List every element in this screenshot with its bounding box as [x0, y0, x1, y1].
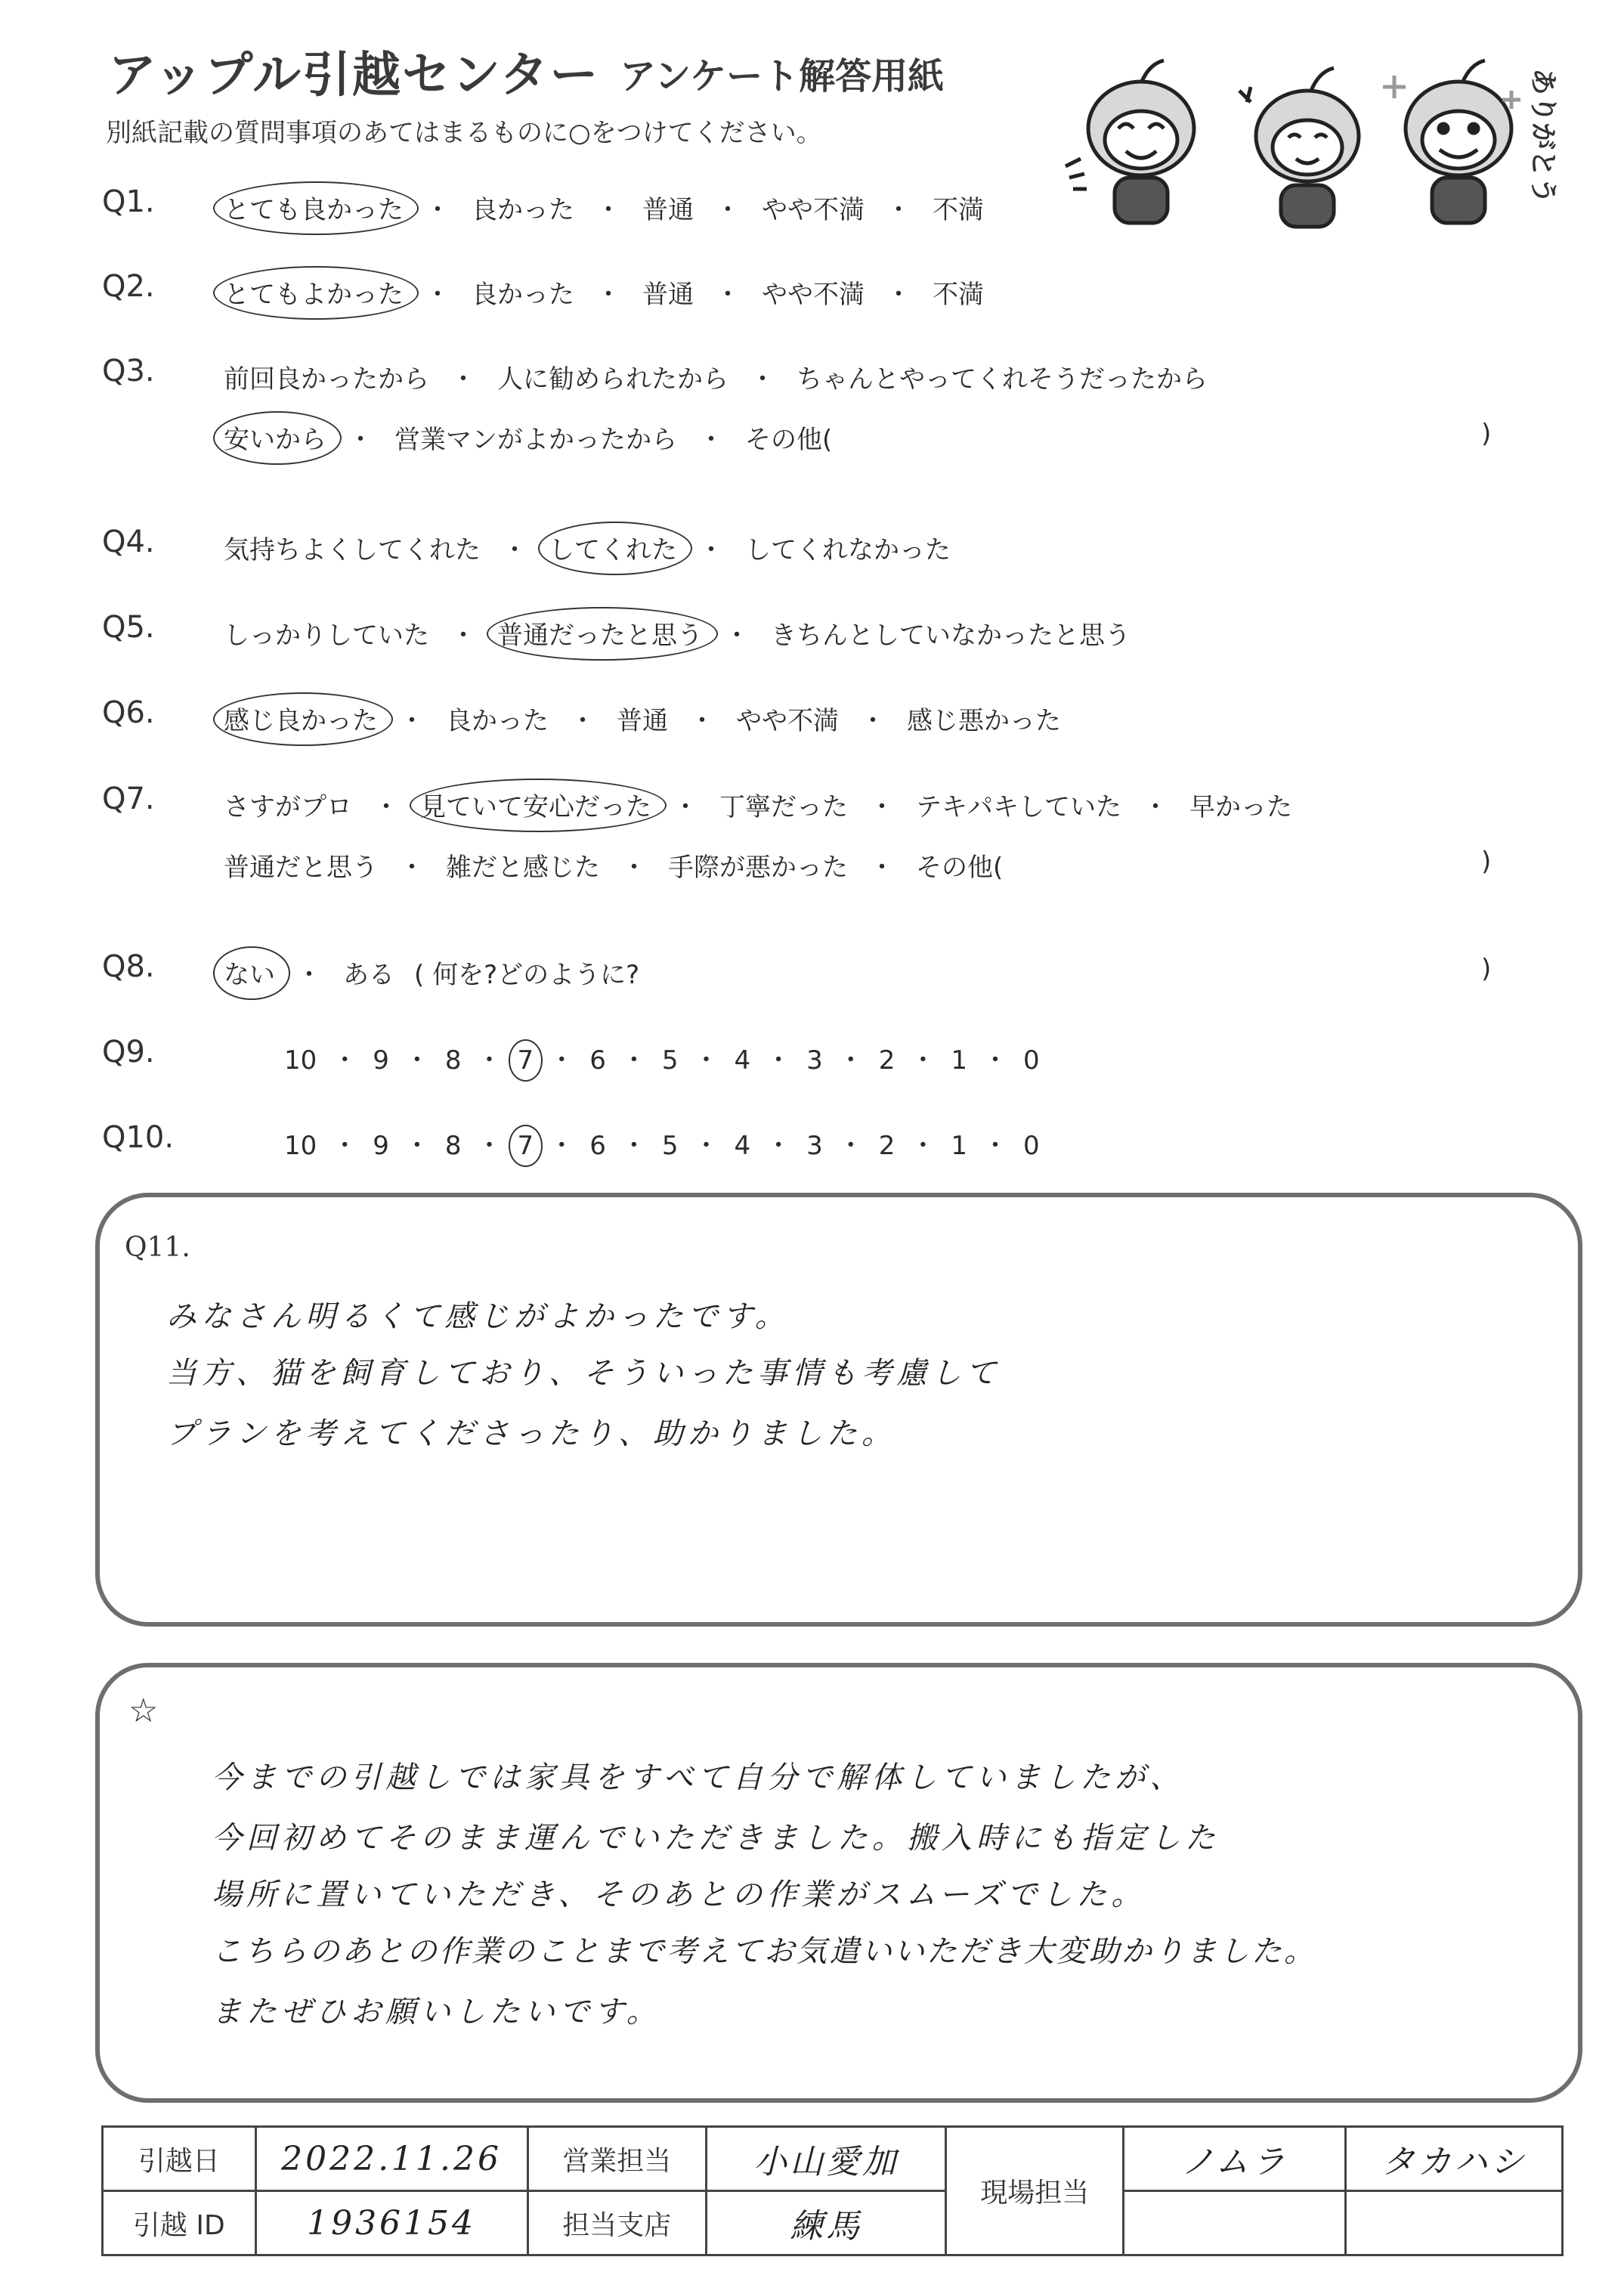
rating-option[interactable]: 4 [734, 1045, 751, 1076]
rating-scale [280, 1039, 1044, 1076]
separator: ・ [869, 792, 895, 822]
rating-option[interactable]: 4 [734, 1131, 751, 1161]
rating-option[interactable]: 6 [589, 1045, 606, 1076]
rating-option[interactable]: 10 [284, 1131, 317, 1161]
site-empty-2 [1346, 2191, 1563, 2255]
separator: ・ [837, 1131, 864, 1161]
separator: ・ [425, 195, 450, 225]
separator: ・ [982, 1045, 1009, 1076]
rating-option[interactable]: 0 [1023, 1045, 1040, 1076]
answer-options [219, 529, 955, 566]
rating-option[interactable]: 3 [806, 1045, 823, 1076]
sales-value: 小山愛加 [707, 2127, 946, 2191]
question-label: Q7. [102, 782, 155, 816]
separator: ・ [693, 1131, 719, 1161]
rating-option[interactable]: 1 [951, 1045, 968, 1076]
close-paren: ) [1481, 847, 1492, 877]
answer-option[interactable]: とても良かった [219, 189, 408, 226]
move-date-value: 2022.11.26 [255, 2127, 527, 2191]
question-label: Q6. [102, 695, 155, 730]
separator: ・ [673, 792, 698, 822]
answer-options [219, 700, 1066, 737]
separator: ・ [404, 1131, 430, 1161]
answer-options [219, 847, 1007, 884]
answer-option[interactable]: 普通 [617, 706, 668, 736]
rating-option[interactable]: 9 [373, 1131, 389, 1161]
separator: ・ [549, 1131, 575, 1161]
sales-label: 営業担当 [527, 2127, 707, 2191]
question-label: Q2. [102, 269, 155, 304]
mascot-illustration [1035, 45, 1564, 242]
site-staff-2: タカハシ [1346, 2127, 1563, 2191]
answer-option[interactable]: 前回良かったから [224, 364, 429, 395]
separator: ・ [399, 706, 425, 736]
answer-option[interactable]: 感じ良かった [219, 700, 382, 737]
answer-options [219, 189, 988, 226]
answer-options [219, 615, 1135, 652]
answer-option[interactable]: テキパキしていた [916, 792, 1121, 822]
separator: ・ [715, 280, 741, 310]
rating-option[interactable]: 5 [661, 1131, 679, 1161]
branch-value: 練馬 [707, 2191, 946, 2255]
separator: ・ [910, 1045, 936, 1076]
star-line-4: こちらのあとの作業のことまで考えてお気遣いいただき大変助かりました。 [212, 1934, 1316, 1969]
rating-scale [280, 1125, 1044, 1162]
answer-option[interactable]: ちゃんとやってくれそうだったから [797, 364, 1208, 395]
separator: ・ [570, 706, 595, 736]
monkey-mascot-2 [1239, 68, 1359, 227]
answer-option[interactable]: 普通だったと思う [493, 615, 707, 652]
separator: ・ [869, 853, 895, 883]
answer-option[interactable]: 安いから [219, 419, 331, 456]
question-label: Q8. [102, 949, 155, 984]
separator: ・ [693, 1045, 719, 1076]
thanks-text: ありがとう [1527, 68, 1558, 205]
separator: ・ [595, 280, 621, 310]
separator: ・ [766, 1131, 792, 1161]
rating-option[interactable]: 9 [373, 1045, 389, 1076]
question-label: Q5. [102, 610, 155, 645]
separator: ・ [621, 853, 647, 883]
answer-options [219, 786, 1297, 823]
separator: ・ [450, 621, 476, 651]
q11-label: Q11. [125, 1232, 190, 1263]
answer-option[interactable]: してくれた [544, 529, 682, 566]
q11-line-1: みなさん明るくて感じがよかったです。 [166, 1299, 790, 1334]
answer-option[interactable]: ない [219, 954, 280, 991]
answer-option[interactable]: やや不満 [762, 195, 865, 225]
monkey-mascot-3 [1383, 60, 1520, 223]
move-id-label: 引越 ID [103, 2191, 256, 2255]
separator: ・ [886, 195, 911, 225]
rating-option[interactable]: 7 [513, 1045, 539, 1076]
answer-option[interactable]: 普通 [642, 280, 694, 310]
site-empty-1 [1124, 2191, 1346, 2255]
star-line-2: 今回初めてそのまま運んでいただきました。搬入時にも指定した [212, 1821, 1220, 1856]
separator: ・ [910, 1131, 936, 1161]
separator: ・ [332, 1131, 358, 1161]
separator: ・ [1143, 792, 1168, 822]
separator: ・ [766, 1045, 792, 1076]
separator: ・ [715, 195, 741, 225]
answer-options [219, 954, 639, 991]
rating-option[interactable]: 6 [589, 1131, 606, 1161]
answer-option[interactable]: 不満 [933, 195, 984, 225]
separator: ・ [332, 1045, 358, 1076]
star-line-1: 今までの引越しでは家具をすべて自分で解体していましたが、 [212, 1760, 1185, 1795]
answer-option[interactable]: 雑だと感じた [446, 853, 600, 883]
answer-option[interactable]: しっかりしていた [224, 621, 429, 651]
company-title: アップル引越センター [108, 48, 600, 104]
answer-options [219, 419, 837, 456]
question-label: Q1. [102, 184, 155, 219]
rating-option[interactable]: 2 [878, 1045, 896, 1076]
answer-options [219, 274, 988, 311]
answer-option[interactable]: 見ていて安心だった [416, 786, 656, 823]
answer-option[interactable]: 普通だと思う [224, 853, 378, 883]
separator: ・ [348, 425, 373, 455]
rating-option[interactable]: 7 [513, 1131, 539, 1161]
separator: ・ [476, 1045, 503, 1076]
separator: ・ [837, 1045, 864, 1076]
answer-option[interactable]: 気持ちよくしてくれた [224, 535, 481, 565]
answer-option[interactable]: 感じ悪かった [907, 706, 1061, 736]
answer-option[interactable]: してくれなかった [745, 535, 951, 565]
separator: ・ [502, 535, 527, 565]
question-label: Q9. [102, 1035, 155, 1070]
rating-option[interactable]: 2 [878, 1131, 896, 1161]
q11-line-3: プランを考えてくださったり、助かりました。 [166, 1416, 896, 1451]
answer-option[interactable]: 早かった [1189, 792, 1292, 822]
answer-option[interactable]: やや不満 [736, 706, 839, 736]
question-label: Q3. [102, 354, 155, 389]
rating-option[interactable]: 1 [951, 1131, 968, 1161]
answer-option[interactable]: その他( [916, 853, 1004, 883]
separator: ・ [982, 1131, 1009, 1161]
answer-option[interactable]: その他( [745, 425, 833, 455]
rating-option[interactable]: 8 [444, 1131, 462, 1161]
separator: ・ [595, 195, 621, 225]
answer-option[interactable]: さすがプロ [224, 792, 352, 822]
rating-option[interactable]: 10 [284, 1045, 317, 1076]
question-label: Q10. [102, 1120, 175, 1155]
answer-option[interactable]: 良かった [446, 706, 549, 736]
star-line-5: またぜひお願いしたいです。 [212, 1995, 661, 2029]
close-paren: ) [1481, 954, 1492, 984]
answer-option[interactable]: 不満 [933, 280, 984, 310]
answer-option[interactable]: 丁寧だった [719, 792, 848, 822]
answer-option[interactable]: 良かった [472, 195, 574, 225]
rating-option[interactable]: 0 [1023, 1131, 1040, 1161]
close-paren: ) [1481, 419, 1492, 449]
answer-options [219, 358, 1212, 395]
answer-option[interactable]: 良かった [472, 280, 574, 310]
site-label: 現場担当 [946, 2127, 1124, 2255]
q11-line-2: 当方、猫を飼育しており、そういった事情も考慮して [166, 1356, 1001, 1391]
other-prompt: ( 何を?どのように? [414, 960, 640, 990]
separator: ・ [689, 706, 715, 736]
rating-option[interactable]: 5 [661, 1045, 679, 1076]
instruction-text: 別紙記載の質問事項のあてはまるものに○をつけてください。 [106, 118, 822, 148]
separator: ・ [549, 1045, 575, 1076]
separator: ・ [724, 621, 750, 651]
answer-option[interactable]: きちんとしていなかったと思う [771, 621, 1131, 651]
separator: ・ [476, 1131, 503, 1161]
rating-option[interactable]: 3 [806, 1131, 823, 1161]
branch-label: 担当支店 [527, 2191, 707, 2255]
separator: ・ [698, 535, 724, 565]
answer-option[interactable]: 人に勧められたから [497, 364, 728, 395]
answer-option[interactable]: とてもよかった [219, 274, 408, 311]
separator: ・ [698, 425, 724, 455]
star-label: ☆ [128, 1692, 159, 1730]
separator: ・ [373, 792, 399, 822]
move-date-label: 引越日 [103, 2127, 256, 2191]
separator: ・ [750, 364, 775, 395]
info-table [101, 2125, 1564, 2256]
answer-option[interactable]: 普通 [642, 195, 694, 225]
separator: ・ [886, 280, 911, 310]
move-id-value: 1936154 [255, 2191, 527, 2255]
separator: ・ [404, 1045, 430, 1076]
answer-option[interactable]: 営業マンがよかったから [394, 425, 677, 455]
question-label: Q4. [102, 525, 155, 559]
separator: ・ [860, 706, 886, 736]
site-staff-1: ノムラ [1124, 2127, 1346, 2191]
separator: ・ [450, 364, 476, 395]
separator: ・ [425, 280, 450, 310]
answer-option[interactable]: やや不満 [762, 280, 865, 310]
separator: ・ [620, 1045, 647, 1076]
rating-option[interactable]: 8 [444, 1045, 462, 1076]
answer-option[interactable]: 手際が悪かった [668, 853, 848, 883]
form-title: アンケート解答用紙 [620, 55, 945, 98]
answer-option[interactable]: ある [343, 960, 394, 990]
monkey-mascot-1 [1066, 60, 1194, 223]
separator: ・ [620, 1131, 647, 1161]
star-line-3: 場所に置いていただき、そのあとの作業がスムーズでした。 [212, 1878, 1146, 1912]
separator: ・ [296, 960, 322, 990]
separator: ・ [399, 853, 425, 883]
